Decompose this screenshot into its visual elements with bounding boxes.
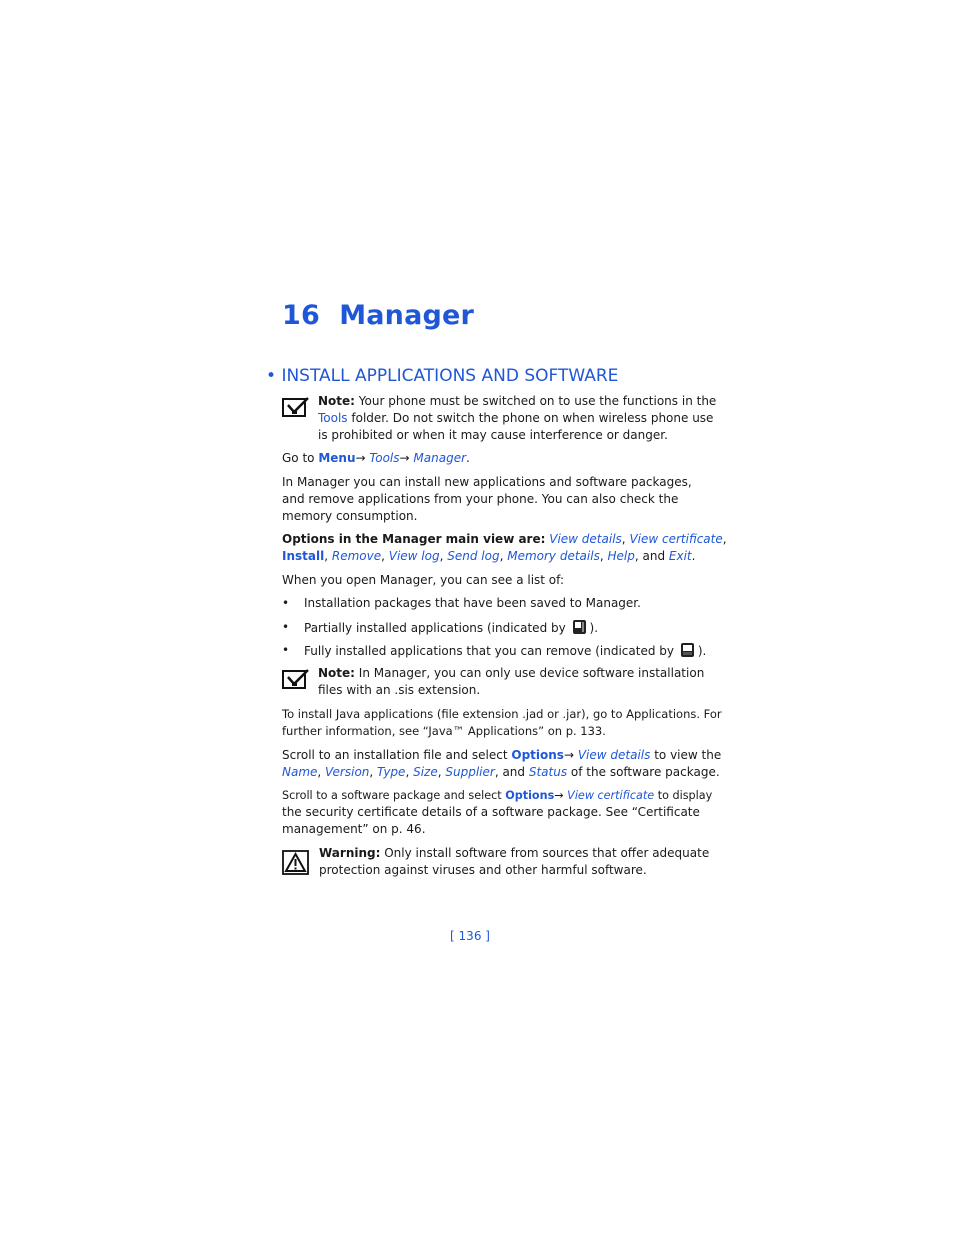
java-paragraph: To install Java applications (file extension .jad or .jar), go to Applications. For further information, see “Java™ Applications” on p. 133.: [282, 707, 722, 738]
field-type[interactable]: Type: [377, 765, 406, 779]
installed-app-icon: [680, 642, 696, 663]
tools-link[interactable]: Tools: [318, 411, 348, 425]
option-view-details[interactable]: View details: [549, 532, 622, 546]
field-status[interactable]: Status: [528, 765, 568, 779]
intro-paragraph: In Manager you can install new applications and software packages, and remove applications from your phone. You can also check the memory consumption.: [282, 475, 692, 523]
option-install[interactable]: Install: [282, 549, 325, 563]
option-view-certificate[interactable]: View certificate: [629, 532, 723, 546]
options-link[interactable]: Options: [511, 748, 564, 762]
tools-path-link[interactable]: Tools: [369, 451, 400, 465]
partial-app-icon: [572, 619, 588, 640]
field-name[interactable]: Name: [282, 765, 318, 779]
page-number: [ 136 ]: [450, 929, 490, 943]
scroll-certificate-paragraph: Scroll to a software package and select Options→ View certificate to display the security certificate details of a software package. See “Certificate management” on p. 46.: [282, 789, 713, 836]
bullet-dot: •: [282, 596, 290, 610]
section-heading: • INSTALL APPLICATIONS AND SOFTWARE: [266, 366, 619, 386]
option-memory-details[interactable]: Memory details: [507, 549, 600, 563]
field-version[interactable]: Version: [325, 765, 370, 779]
note-pencil-icon: [282, 669, 310, 695]
scroll-details-paragraph: Scroll to an installation file and select Options→ View details to view the Name, Version, Type, Size, Supplier, and Status of the software package.: [282, 748, 722, 779]
warning-triangle-icon: [282, 850, 309, 879]
option-exit[interactable]: Exit: [668, 549, 692, 563]
goto-path: Go to Menu→ Tools→ Manager.: [282, 451, 470, 465]
view-certificate-link[interactable]: View certificate: [567, 789, 655, 802]
bullet-dot: •: [282, 643, 290, 657]
menu-link[interactable]: Menu: [318, 451, 356, 465]
note-text: Note: Your phone must be switched on to use the functions in the Tools folder. Do not switch the phone on when wireless phone use is prohibited or when it may cause interference or danger.: [318, 394, 717, 442]
manager-path-link[interactable]: Manager: [413, 451, 467, 465]
field-supplier[interactable]: Supplier: [445, 765, 495, 779]
list-item: Installation packages that have been saved to Manager.: [304, 596, 641, 610]
view-details-link[interactable]: View details: [577, 748, 651, 762]
warning-text: Warning: Only install software from sources that offer adequate protection against viruses and other harmful software.: [319, 846, 710, 877]
list-item: Fully installed applications that you can remove (indicated by ).: [304, 642, 704, 663]
option-send-log[interactable]: Send log: [447, 549, 500, 563]
field-size[interactable]: Size: [413, 765, 438, 779]
option-help[interactable]: Help: [607, 549, 635, 563]
chapter-title: 16 Manager: [282, 300, 475, 331]
option-remove[interactable]: Remove: [331, 549, 382, 563]
list-item: Partially installed applications (indicated by ).: [304, 619, 704, 640]
note-pencil-icon: [282, 397, 310, 423]
bullet-dot: •: [282, 620, 290, 634]
list-intro: When you open Manager, you can see a list of:: [282, 573, 564, 587]
option-view-log[interactable]: View log: [388, 549, 440, 563]
note-text: Note: In Manager, you can only use device software installation files with an .sis extension.: [318, 666, 705, 697]
options-paragraph: Options in the Manager main view are: View details, View certificate, Install, Remove, View log, Send log, Memory details, Help, and Exit.: [282, 532, 727, 563]
options-link[interactable]: Options: [505, 789, 555, 802]
